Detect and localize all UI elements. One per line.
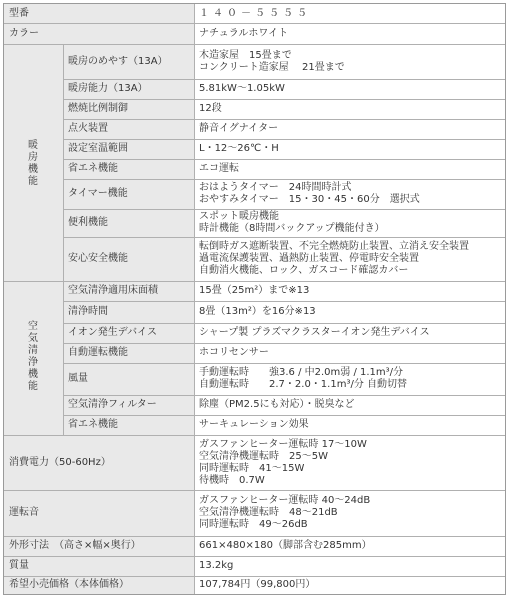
divider [63, 179, 505, 180]
air-value-3: ホコリセンサー [194, 343, 505, 363]
heating-value-8: 転倒時ガス遮断装置、不完全燃焼防止装置、立消え安全装置 過電流保護装置、過熱防止装置、停電時安全装置 自動消火機能、ロック、ガスコード確認カバー [194, 237, 505, 281]
price-value: 107,784円（99,800円） [194, 576, 505, 594]
air-label-6: 省エネ機能 [63, 415, 194, 435]
divider [63, 79, 505, 80]
divider [63, 99, 505, 100]
model-value: １４０－５５５５ [194, 4, 505, 23]
air-group-label [4, 281, 63, 435]
air-value-5: 除塵（PM2.5にも対応）・脱臭など [194, 395, 505, 415]
divider [4, 576, 505, 577]
air-group-text: 空気清浄機能 [28, 321, 38, 392]
divider [63, 395, 505, 396]
heating-value-5: エコ運転 [194, 159, 505, 179]
price-label: 希望小売価格（本体価格） [4, 576, 194, 594]
air-value-6: サーキュレーション効果 [194, 415, 505, 435]
heating-value-1: 5.81kW～1.05kW [194, 79, 505, 99]
size-value: 661×480×180（脚部含む285mm） [194, 536, 505, 556]
divider [63, 119, 505, 120]
divider [4, 556, 505, 557]
heating-value-4: L・12～26℃・H [194, 139, 505, 159]
air-value-1: 8畳（13m²）を16分※13 [194, 301, 505, 323]
air-label-1: 清浄時間 [63, 301, 194, 323]
weight-label: 質量 [4, 556, 194, 576]
air-label-4: 風量 [63, 363, 194, 395]
divider [63, 343, 505, 344]
color-label: カラー [4, 23, 194, 44]
heating-group-label [4, 44, 63, 281]
air-label-0: 空気清浄適用床面積 [63, 281, 194, 301]
air-label-3: 自動運転機能 [63, 343, 194, 363]
divider [63, 363, 505, 364]
power-label: 消費電力（50-60Hz） [4, 435, 194, 490]
divider [4, 23, 505, 24]
heating-label-1: 暖房能力（13A） [63, 79, 194, 99]
divider [4, 536, 505, 537]
divider [4, 490, 505, 491]
divider [63, 237, 505, 238]
heating-value-7: スポット暖房機能 時計機能（8時間バックアップ機能付き） [194, 209, 505, 237]
divider [63, 139, 505, 140]
divider [4, 281, 505, 282]
heating-value-2: 12段 [194, 99, 505, 119]
model-label: 型番 [4, 4, 194, 23]
heating-value-6: おはようタイマー 24時間時計式 おやすみタイマー 15・30・45・60分 選択式 [194, 179, 505, 209]
weight-value: 13.2kg [194, 556, 505, 576]
divider [63, 323, 505, 324]
heating-label-8: 安心安全機能 [63, 237, 194, 281]
divider [63, 209, 505, 210]
heating-label-2: 燃焼比例制御 [63, 99, 194, 119]
heating-label-4: 設定室温範囲 [63, 139, 194, 159]
air-label-2: イオン発生デバイス [63, 323, 194, 343]
color-value: ナチュラルホワイト [194, 23, 505, 44]
spec-table [3, 3, 506, 595]
air-value-4: 手動運転時 強3.6 / 中2.0m弱 / 1.1m³/分 自動運転時 2.7・2.0・1.1m³/分 自動切替 [194, 363, 505, 395]
heating-label-0: 暖房のめやす（13A） [63, 44, 194, 79]
heating-label-6: タイマー機能 [63, 179, 194, 209]
heating-label-7: 便利機能 [63, 209, 194, 237]
size-label: 外形寸法 （高さ×幅×奥行） [4, 536, 194, 556]
noise-label: 運転音 [4, 490, 194, 536]
heating-label-5: 省エネ機能 [63, 159, 194, 179]
power-value: ガスファンヒーター運転時 17～10W 空気清浄機運転時 25～5W 同時運転時 41～15W 待機時 0.7W [194, 435, 505, 490]
divider [194, 4, 195, 594]
heating-group-text: 暖房機能 [28, 140, 38, 187]
heating-value-3: 静音イグナイター [194, 119, 505, 139]
air-value-0: 15畳（25m²）まで※13 [194, 281, 505, 301]
heating-value-0: 木造家屋 15畳まで コンクリート造家屋 21畳まで [194, 44, 505, 79]
divider [4, 44, 505, 45]
noise-value: ガスファンヒーター運転時 40～24dB 空気清浄機運転時 48～21dB 同時運転時 49～26dB [194, 490, 505, 536]
divider [4, 435, 505, 436]
divider [63, 301, 505, 302]
air-label-5: 空気清浄フィルター [63, 395, 194, 415]
divider [63, 159, 505, 160]
air-value-2: シャープ製 プラズマクラスターイオン発生デバイス [194, 323, 505, 343]
divider [63, 415, 505, 416]
heating-label-3: 点火装置 [63, 119, 194, 139]
divider [63, 44, 64, 435]
